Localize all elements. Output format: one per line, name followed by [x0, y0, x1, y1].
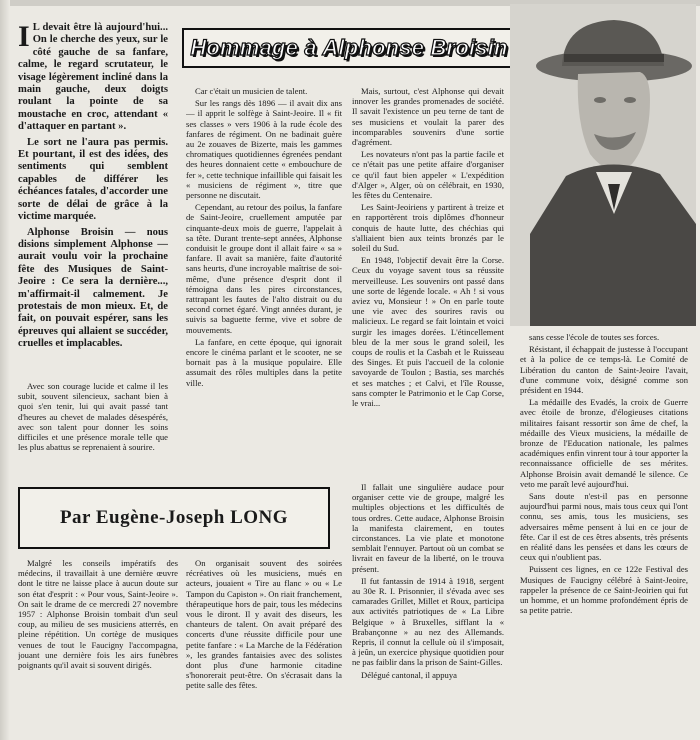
paragraph: Délégué cantonal, il appuya	[361, 669, 457, 680]
portrait-illustration	[510, 4, 696, 326]
byline-box	[18, 487, 330, 549]
paragraph: La fanfare, en cette époque, qui ignorait encore le cinéma parlant et le scooter, ne se bornait pas à la musique populaire. Elle assumait des rôles multiples dans la petite ville.	[186, 336, 342, 388]
drop-cap: I	[18, 22, 30, 53]
paragraph: Il fallait une singulière audace pour organiser cette vie de groupe, malgré les multiples objections et les difficultés de tous ordres. Cette audace, Alphonse Broisin la manifesta clairement, en toutes circonstances. La vie plate et monotone semblait l'ennuyer. Partout où un combat se livrait en faveur de la liberté, on le trouva présent.	[352, 482, 504, 574]
paragraph: Car c'était un musicien de talent.	[195, 86, 308, 96]
paragraph: On organisait souvent des soirées récréatives où les musiciens, mués en acteurs, jouaient « Tire au flanc » ou « Le Tampon du Capiston ». On riait franchement, thérapeutique hors de pair, tous les médecins vous le diront. Il y avait des diseurs, les chanteurs de talent. On avait préparé des concerts d'une réussite difficile pour une petite fanfare : « La Marche de la Fédération », les grandes fantaisies avec des solistes dont plus d'une harmonie citadine s'honorerait peut-être. On s'écrasait dans la petite salle des fêtes.	[186, 558, 342, 691]
paragraph: Sans doute n'est-il pas en personne aujourd'hui parmi nous, mais tous ceux qui l'ont connu, ses amis, tous les musiciens, ses adversaires même pensent à lui en ce jour de fête. Car il est de ces êtres absents, très présents en réalité dans les pensées et dans les cœurs de ceux qui n'oublient pas.	[520, 491, 688, 563]
lead-paragraph: Alphonse Broisin — nous disions simplement Alphonse — aurait voulu voir la prochaine fête des Musiques de Saint-Jeoire : Ce sera la dernière..., m'affirmait-il calmement. Je protestais de mon mieux. Et, de fait, on pouvait espérer, sans les épreuves qui allaient se succéder, cruelles et implacables.	[18, 226, 168, 350]
paragraph: Résistant, il échappait de justesse à l'occupant et à la police de ce temps-là. Le Comité de Libération du canton de Saint-Jeoire l'avait, d'une commune voix, désigné comme son président en 1944.	[520, 344, 688, 396]
paragraph: Avec son courage lucide et calme il les subit, souvent silencieux, sachant bien à quoi s'en tenir, lui qui avait passé tant d'heures au chevet de malades désespérés, avec son talent pour donner les soins difficiles et une présence morale telle que les plus abattus se reprenaient à sourire.	[18, 381, 168, 453]
paragraph: La médaille des Evadés, la croix de Guerre avec étoile de bronze, d'élogieuses citations militaires faisant ressortir son âme de chef, la médaille des Vieux musiciens, la médaille de bronze de l'Education nationale, les palmes académiques enfin vinrent tour à tour apporter la reconnaissance officielle de ses mérites. Alphonse Broisin avait demandé le silence. Ce veto me paraît levé aujourd'hui.	[520, 397, 688, 489]
column-2-bottom	[186, 558, 342, 738]
paragraph: En 1948, l'objectif devait être la Corse. Ceux du voyage savent tous sa réussite merveilleuse. Les souvenirs ont passé dans une sorte de légende locale. « Ah ! si vous aviez vu, Monsieur ! » On en parle toute une vie avec des sourires ravis ou malicieux. Le regard se fait lointain et voici surgir les images dorées. L'étincellement bleu de la mer sous le grand soleil, les coups de roulis et la Casbah et le Ruisseau des Singes. Et puis l'accueil de la colonie savoyarde de Toulon ; Bastia, ses marchés et ses matches ; et Calvi, et l'île Rousse, sans compter le Patrimonio et le Cap Corse, le vrai...	[352, 255, 504, 409]
byline: Par Eugène-Joseph LONG	[59, 507, 289, 528]
paragraph: Malgré les conseils impératifs des médecins, il travaillait à une dernière œuvre dont le titre ne laisse place à aucun doute sur son état d'esprit : « Pour vous, Saint-Jeoire ». On sait le drame de ce mercredi 27 novembre 1957 : Alphonse Broisin tombait d'un seul coup, au milieu de ses musiciens atterrés, en pleine répétition. Un cortège de musiques venues de tout le Faucigny l'accompagna, jouant une dernière fois les airs funèbres poignants qu'il avait si souvent dirigés.	[18, 558, 178, 671]
portrait-photo	[510, 4, 696, 326]
paragraph: Cependant, au retour des poilus, la fanfare de Saint-Jeoire, cruellement amputée par cinquante-deux mois de guerre, l'appelait à sa tête. Durant trente-sept années, Alphonse conduisit le groupe dont il allait faire « sa » fanfare. Il avait sa manière, faite d'autorité sans heurts, d'une incroyable maîtrise de soi-même, d'une présence d'esprit dont il témoigna dans les pires circonstances, rattrapant les fautes de l'alto distrait ou du second cornet égaré. Vingt années durant, je suivis sa baguette ferme, vive et sobre de mouvements.	[186, 202, 342, 335]
paragraph: Il fut fantassin de 1914 à 1918, sergent au 30e R. I. Prisonnier, il s'évada avec ses camarades Grillet, Millet et Roux, participa aux activités patriotiques de « La Libre Belgique » à Bruxelles, sifflant la « Brabançonne » au nez des Allemands. Repris, il connut la cellule où il s'imposait, à jeûn, un exercice physique quotidien pour ne pas faiblir dans la prison de Saint-Gilles.	[352, 575, 504, 668]
headline-box	[182, 28, 516, 68]
column-4	[520, 332, 688, 736]
paragraph: sans cesse l'école de toutes ses forces.	[529, 332, 660, 342]
column-3-top	[352, 86, 504, 478]
lead-paragraph: I L devait être là aujourd'hui... On le cherche des yeux, sur le côté gauche de sa fanfare, calme, le regard scrutateur, le visage légèrement incliné dans la main gauche, deux doigts roulant la pointe de sa moustache en croc, attendant « d'attaquer en partant ».	[18, 22, 168, 133]
paragraph: Les novateurs n'ont pas la partie facile et ce n'était pas une petite affaire d'organiser ce qu'il faut bien appeler « L'expédition d'Alger », Alger, où on célébrait, en 1930, les fêtes du Centenaire.	[352, 149, 504, 201]
paragraph: Mais, surtout, c'est Alphonse qui devait innover les grandes promenades de société. Il savait l'existence un peu terne de tant de ses musiciens et voulait la parer des incomparables souvenirs d'une sortie d'agrément.	[352, 86, 504, 148]
lead-paragraph: Le sort ne l'aura pas permis. Et pourtant, il est des idées, des sentiments qui semblent capables de différer les échéances fatales, d'accorder une sorte de délai de grâce à la victime marquée.	[18, 136, 168, 223]
column-1-after-lead	[18, 381, 168, 481]
paragraph: Sur les rangs dès 1896 — il avait dix ans — il apprit le solfège à Saint-Jeoire. Il « fit ses classes » vers 1906 à la rude école des fanfares de régiment. On ne badinait guère au 2e zouaves de Bizerte, mais les gammes chromatiques quotidiennes égrenées pendant des heures donnaient cette « embouchure de fer », cette technique infaillible qui faisait les « musiciens de régiment », titre que personne ne discutait.	[186, 98, 342, 201]
column-1-bottom	[18, 558, 178, 738]
paragraph: Les Saint-Jeoiriens y partirent à treize et en rapportèrent trois diplômes d'honneur conquis de haute lutte, des chéchias qui s'alliaient bien aux teints bronzés par le soleil du Sud.	[352, 202, 504, 254]
paragraph: Puissent ces lignes, en ce 122e Festival des Musiques de Faucigny célébré à Saint-Jeoire, rappeler la présence de ce Saint-Jeoirien qui fut un homme, et un homme profondément épris de sa petite patrie.	[520, 564, 688, 616]
lead-column	[18, 22, 168, 354]
column-3-bottom	[352, 482, 504, 738]
column-2-top	[186, 86, 342, 478]
page-fold-shadow	[0, 0, 10, 740]
headline: Hommage à Alphonse Broisin	[190, 35, 508, 60]
